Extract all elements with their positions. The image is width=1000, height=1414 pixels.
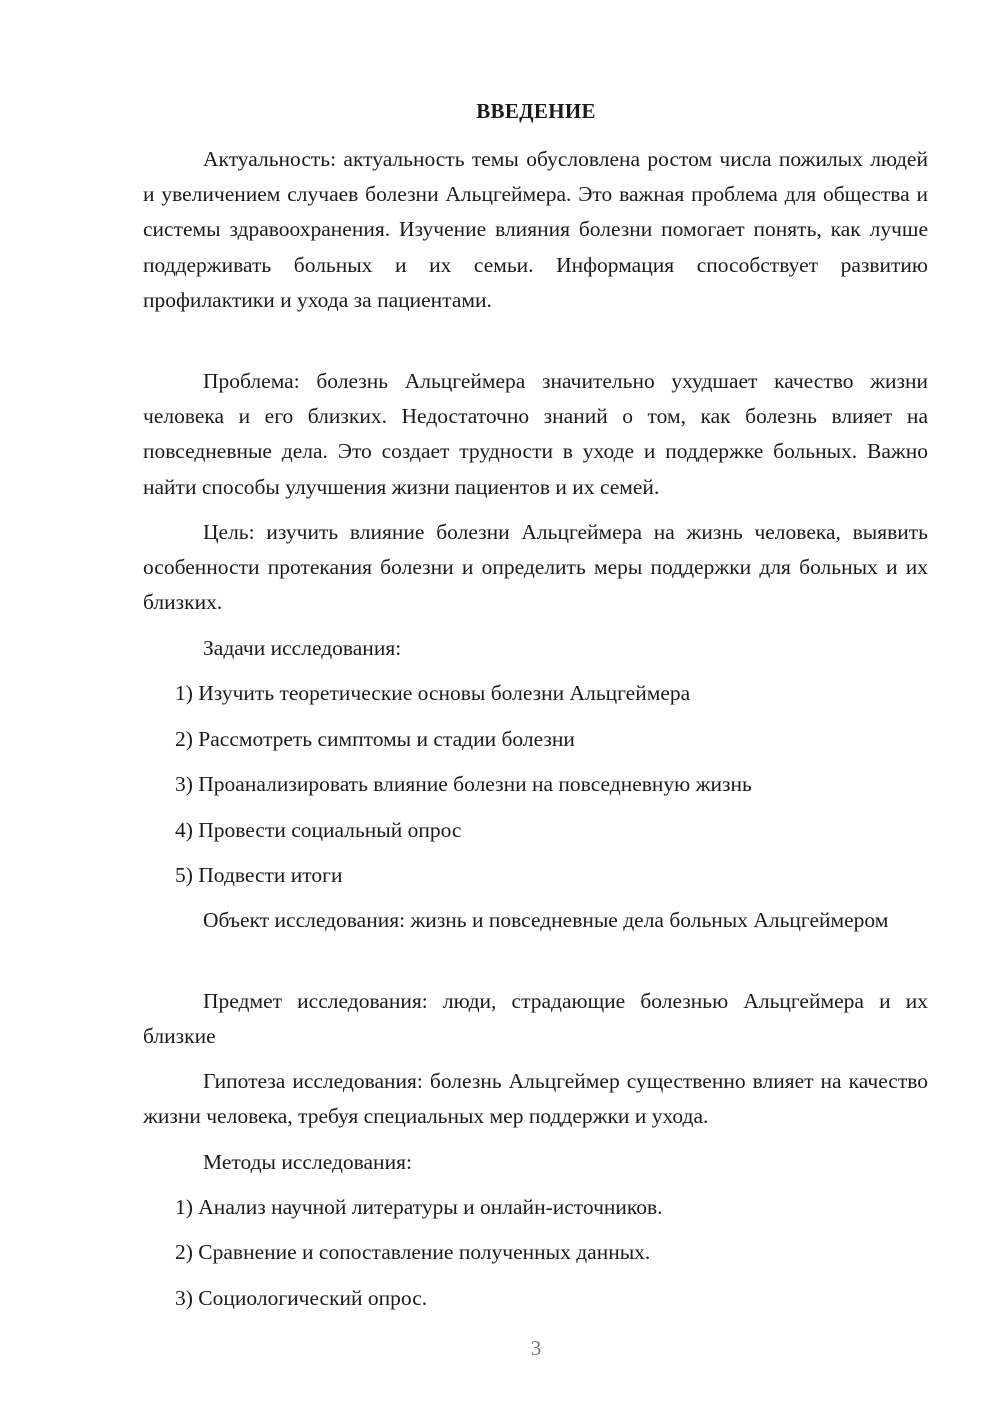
page-number: 3 (530, 1336, 542, 1360)
paragraph-relevance: Актуальность: актуальность темы обусловлена ростом числа пожилых людей и увеличением случаев болезни Альцгеймера. Это важная проблема для общества и системы здравоохранения. Изучение влияния болезни помогает понять, как лучше поддерживать больных и их семьи. Информация способствует развитию профилактики и ухода за пациентами. (143, 147, 928, 312)
task-item-3: 3) Проанализировать влияние болезни на повседневную жизнь (175, 772, 752, 796)
method-item-2: 2) Сравнение и сопоставление полученных данных. (175, 1240, 651, 1264)
method-item-1: 1) Анализ научной литературы и онлайн-источников. (175, 1195, 663, 1219)
page-title: ВВЕДЕНИЕ (476, 99, 596, 123)
task-item-5: 5) Подвести итоги (175, 863, 343, 887)
paragraph-problem: Проблема: болезнь Альцгеймера значительно ухудшает качество жизни человека и его близких. Недостаточно знаний о том, как болезнь влияет на повседневные дела. Это создает трудности в уходе и поддержке больных. Важно найти способы улучшения жизни пациентов и их семей. (143, 369, 928, 499)
paragraph-object: Объект исследования: жизнь и повседневные дела больных Альцгеймером (203, 908, 889, 932)
task-item-1: 1) Изучить теоретические основы болезни Альцгеймера (175, 681, 691, 705)
methods-heading: Методы исследования: (203, 1150, 412, 1174)
paragraph-hypothesis: Гипотеза исследования: болезнь Альцгеймер существенно влияет на качество жизни человека, требуя специальных мер поддержки и ухода. (143, 1069, 928, 1129)
paragraph-goal: Цель: изучить влияние болезни Альцгеймера на жизнь человека, выявить особенности протекания болезни и определить меры поддержки для больных и их близких. (143, 520, 928, 615)
method-item-3: 3) Социологический опрос. (175, 1286, 428, 1310)
task-item-2: 2) Рассмотреть симптомы и стадии болезни (175, 727, 575, 751)
paragraph-subject: Предмет исследования: люди, страдающие болезнью Альцгеймера и их близкие (143, 989, 928, 1049)
task-item-4: 4) Провести социальный опрос (175, 818, 462, 842)
tasks-heading: Задачи исследования: (203, 636, 402, 660)
